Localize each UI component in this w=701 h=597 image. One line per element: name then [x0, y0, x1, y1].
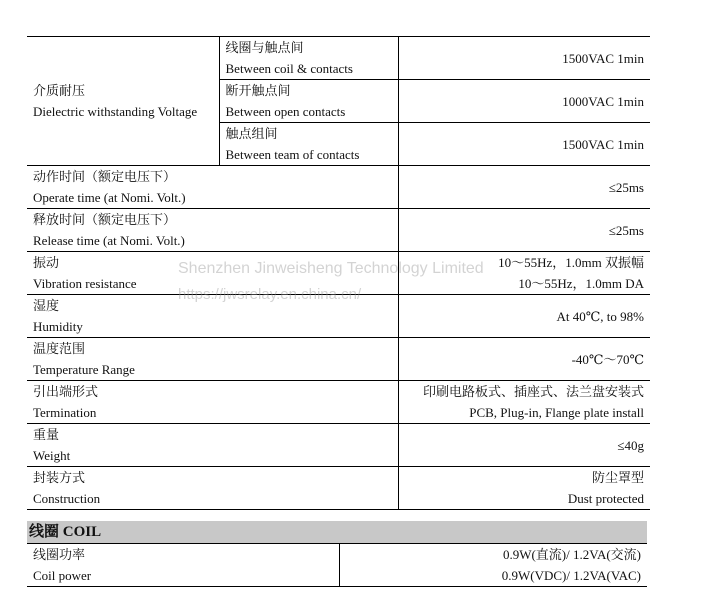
value-cell: At 40℃, to 98%: [398, 295, 650, 338]
value-cell: [398, 381, 650, 424]
dielectric-label-cell: [27, 37, 219, 166]
value-line-2: PCB, Plug-in, Flange plate install: [469, 405, 644, 420]
sub-label-cell: [219, 80, 398, 123]
row-label-en: Operate time (at Nomi. Volt.): [33, 190, 186, 205]
table-row: [27, 381, 650, 424]
label-cell: [27, 295, 398, 338]
value-cell: -40℃～70℃: [398, 338, 650, 381]
row-label-cn: 介质耐压: [33, 83, 86, 98]
sub-label-en: Between open contacts: [225, 104, 346, 119]
row-label-en: Dielectric withstanding Voltage: [33, 104, 198, 119]
value-cell: ≤40g: [398, 424, 650, 467]
row-label-cn: 封装方式: [33, 470, 86, 485]
value-cell: ≤25ms: [398, 166, 650, 209]
label-cell: [27, 381, 398, 424]
row-label-en: Coil power: [33, 568, 92, 583]
row-label-cn: 释放时间（额定电压下）: [33, 212, 177, 227]
row-label-en: Release time (at Nomi. Volt.): [33, 233, 185, 248]
label-cell: [27, 209, 398, 252]
sub-label-cn: 线圈与触点间: [225, 40, 304, 55]
row-label-en: Humidity: [33, 319, 83, 334]
sub-label-cell: [219, 37, 398, 80]
label-cell: [27, 467, 398, 510]
coil-table: [27, 543, 647, 587]
row-label-en: Weight: [33, 448, 71, 463]
sub-label-en: Between coil & contacts: [225, 61, 353, 76]
table-row: [27, 252, 650, 295]
table-row: [27, 467, 650, 510]
table-row: [27, 209, 650, 252]
row-label-en: Vibration resistance: [33, 276, 137, 291]
row-label-cn: 湿度: [33, 298, 60, 313]
value-cell: [398, 467, 650, 510]
table-row: [27, 166, 650, 209]
watermark-url: https://jwsrelay.en.china.cn/: [178, 286, 362, 303]
row-label-cn: 重量: [33, 427, 60, 442]
label-cell: [27, 544, 339, 587]
value-line-1: 10～55Hz，1.0mm 双振幅: [498, 255, 644, 270]
row-label-cn: 温度范围: [33, 341, 86, 356]
value-cell: ≤25ms: [398, 209, 650, 252]
label-cell: [27, 166, 398, 209]
row-label-cn: 振动: [33, 255, 60, 270]
value-line-2: 0.9W(VDC)/ 1.2VA(VAC): [501, 568, 641, 583]
table-row: [27, 424, 650, 467]
value-cell: 1000VAC 1min: [398, 80, 650, 123]
value-line-1: 0.9W(直流)/ 1.2VA(交流): [502, 547, 641, 562]
label-cell: [27, 252, 398, 295]
value-cell: 1500VAC 1min: [398, 123, 650, 166]
sub-label-cn: 断开触点间: [225, 83, 291, 98]
table-row: [27, 544, 647, 587]
table-row: [27, 338, 650, 381]
specifications-table: [27, 36, 650, 510]
label-cell: [27, 424, 398, 467]
row-label-cn: 线圈功率: [33, 547, 86, 562]
sub-label-cn: 触点组间: [225, 126, 278, 141]
sub-label-cell: [219, 123, 398, 166]
value-cell: 1500VAC 1min: [398, 37, 650, 80]
value-line-1: 防尘罩型: [591, 470, 644, 485]
row-label-en: Temperature Range: [33, 362, 135, 377]
row-label-en: Termination: [33, 405, 97, 420]
value-line-2: 10～55Hz，1.0mm DA: [518, 276, 644, 291]
value-line-1: 印刷电路板式、插座式、法兰盘安装式: [422, 384, 644, 399]
row-label-cn: 引出端形式: [33, 384, 99, 399]
watermark-company: Shenzhen Jinweisheng Technology Limited: [178, 260, 484, 277]
value-line-2: Dust protected: [567, 491, 644, 506]
sub-label-en: Between team of contacts: [225, 147, 360, 162]
row-label-en: Construction: [33, 491, 101, 506]
label-cell: [27, 338, 398, 381]
table-row: [27, 295, 650, 338]
value-cell: [339, 544, 647, 587]
row-label-cn: 动作时间（额定电压下）: [33, 169, 177, 184]
table-row: [27, 37, 650, 80]
coil-section-heading: 线圈 COIL: [27, 521, 647, 543]
value-cell: [398, 252, 650, 295]
